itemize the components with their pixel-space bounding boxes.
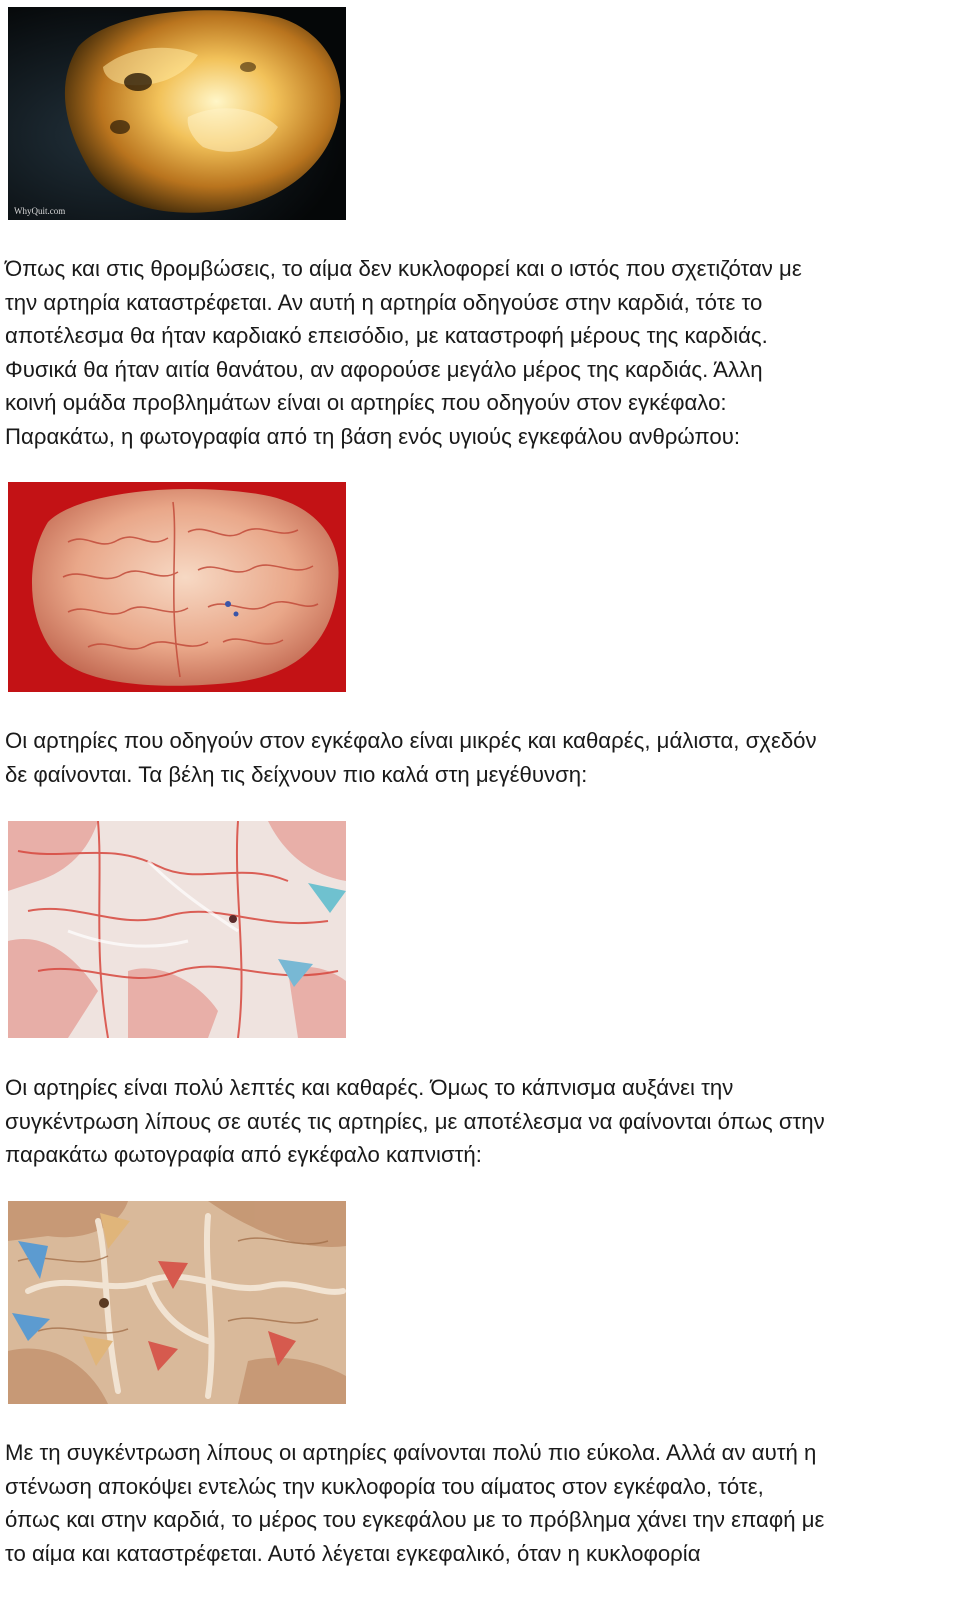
text-line: κοινή ομάδα προβλημάτων είναι οι αρτηρίες που οδηγούν στον εγκέφαλο: bbox=[5, 390, 727, 415]
text-line: όπως και στην καρδιά, το μέρος του εγκεφάλου με το πρόβλημα χάνει την επαφή με bbox=[5, 1507, 825, 1532]
image-watermark: WhyQuit.com bbox=[14, 206, 66, 216]
text-line: Φυσικά θα ήταν αιτία θανάτου, αν αφορούσε μεγάλο μέρος της καρδιάς. Άλλη bbox=[5, 356, 763, 382]
text-line: Παρακάτω, η φωτογραφία από τη βάση ενός υγιούς εγκεφάλου ανθρώπου: bbox=[5, 423, 741, 449]
text-line: το αίμα και καταστρέφεται. Αυτό λέγεται εγκεφαλικό, όταν η κυκλοφορία bbox=[5, 1540, 701, 1566]
paragraph-2 bbox=[5, 724, 940, 791]
text-line: δε φαίνονται. Τα βέλη τις δείχνουν πιο καλά στη μεγέθυνση: bbox=[5, 761, 588, 787]
text-line: παρακάτω φωτογραφία από εγκέφαλο καπνιστή: bbox=[5, 1142, 482, 1167]
tar-sample-icon bbox=[8, 7, 346, 220]
text-line: Οι αρτηρίες που οδηγούν στον εγκέφαλο είναι μικρές και καθαρές, μάλιστα, σχεδόν bbox=[5, 728, 817, 753]
paragraph-4 bbox=[5, 1436, 940, 1570]
smoker-brain-arteries-icon bbox=[8, 1201, 346, 1404]
paragraph-3 bbox=[5, 1071, 940, 1172]
text-line: Οι αρτηρίες είναι πολύ λεπτές και καθαρές. Όμως το κάπνισμα αυξάνει την bbox=[5, 1075, 734, 1100]
text-line: Με τη συγκέντρωση λίπους οι αρτηρίες φαίνονται πολύ πιο εύκολα. Αλλά αν αυτή η bbox=[5, 1440, 817, 1465]
clear-arteries-closeup-icon bbox=[8, 821, 346, 1038]
text-line: Όπως και στις θρομβώσεις, το αίμα δεν κυκλοφορεί και ο ιστός που σχετιζόταν με bbox=[5, 256, 802, 281]
text-line: την αρτηρία καταστρέφεται. Αν αυτή η αρτηρία οδηγούσε στην καρδιά, τότε το bbox=[5, 289, 763, 315]
text-line: στένωση αποκόψει εντελώς την κυκλοφορία του αίματος στον εγκέφαλο, τότε, bbox=[5, 1473, 764, 1499]
healthy-brain-photo-icon bbox=[8, 482, 346, 692]
paragraph-1 bbox=[5, 252, 940, 453]
text-line: συγκέντρωση λίπους σε αυτές τις αρτηρίες, με αποτέλεσμα να φαίνονται όπως στην bbox=[5, 1108, 825, 1134]
text-line: αποτέλεσμα θα ήταν καρδιακό επεισόδιο, με καταστροφή μέρους της καρδιάς. bbox=[5, 323, 768, 348]
